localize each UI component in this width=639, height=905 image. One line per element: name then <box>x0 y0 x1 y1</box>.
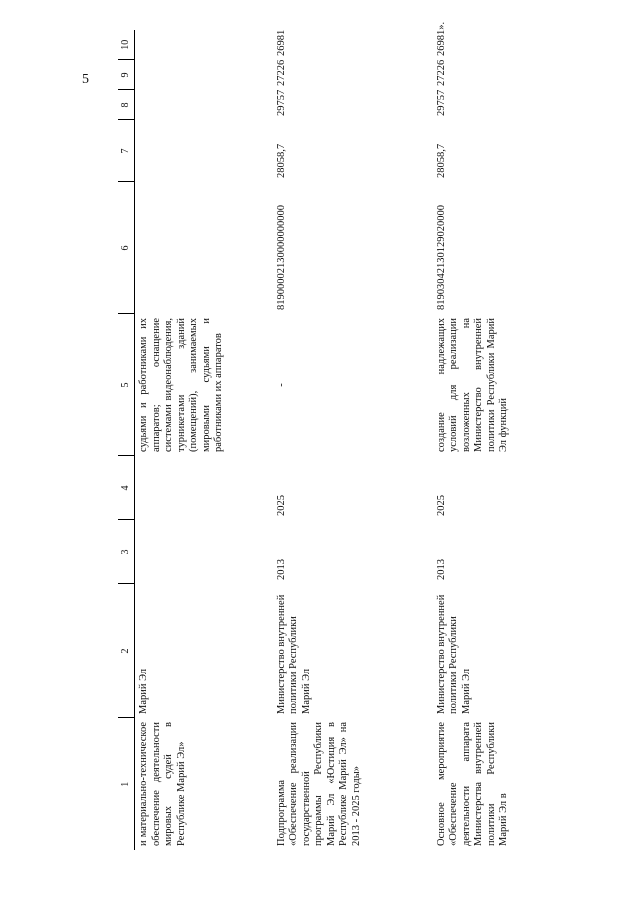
table-row <box>433 30 517 850</box>
cell-executor: Министерство внутренней политики Республики Марий Эл <box>275 594 312 714</box>
col-header-10: 10 <box>118 30 135 60</box>
cell-end-year: 2025 <box>275 495 287 516</box>
col-header-8: 8 <box>118 90 135 120</box>
cell-result: судьями и работниками их аппаратов; оснащение системами видеонаблюдения, турникетами зданий (помещений), занимаемых мировыми судьями и работниками их аппаратов <box>138 318 224 452</box>
cell-value-8: 29757 <box>435 89 447 116</box>
cell-executor: Министерство внутренней политики Республики Марий Эл <box>435 594 472 714</box>
col-header-1: 1 <box>118 718 135 850</box>
cell-code: 81903042130129020000 <box>435 205 447 310</box>
col-header-4: 4 <box>118 456 135 520</box>
cell-end-year: 2025 <box>435 495 447 516</box>
header-row <box>118 30 135 850</box>
cell-value-9: 27226 <box>435 59 447 86</box>
cell-value-8 <box>135 90 273 120</box>
cell-executor: Марий Эл <box>138 668 149 714</box>
cell-value-9 <box>135 60 273 90</box>
col-header-6: 6 <box>118 182 135 314</box>
budget-table <box>118 21 517 850</box>
col-header-7: 7 <box>118 120 135 182</box>
cell-start-year <box>135 520 273 584</box>
cell-name: Подпрограмма «Обеспечение реализации государственной программы Республики Марий Эл «Юстиция в Республике Марий Эл» на 2013 - 2025 годы» <box>275 722 362 846</box>
cell-code <box>135 182 273 314</box>
cell-result: создание надлежащих условий для реализации возложенных на Министерство внутренней политики Республики Марий Эл функций <box>435 318 509 452</box>
cell-value-7 <box>135 120 273 182</box>
cell-name: и материально-техническое обеспечение деятельности мировых судей в Республике Марий Эл» <box>138 722 187 846</box>
col-header-5: 5 <box>118 314 135 456</box>
cell-code: 81900002130000000000 <box>275 205 287 310</box>
cell-value-7: 28058,7 <box>275 143 287 178</box>
col-header-3: 3 <box>118 520 135 584</box>
cell-value-10: 26981». <box>435 21 447 56</box>
cell-result: - <box>275 383 287 387</box>
cell-value-9: 27226 <box>275 59 287 86</box>
cell-name: Основное мероприятие «Обеспечение деятельности аппарата Министерства внутренней политики Республики Марий Эл в <box>435 722 509 846</box>
cell-value-7: 28058,7 <box>435 143 447 178</box>
rotated-table-page <box>118 21 518 850</box>
col-header-9: 9 <box>118 60 135 90</box>
cell-end-year <box>135 456 273 520</box>
col-header-2: 2 <box>118 584 135 718</box>
table-row <box>273 30 433 850</box>
cell-value-10 <box>135 30 273 60</box>
cell-value-8: 29757 <box>275 89 287 116</box>
table-row <box>135 30 273 850</box>
cell-value-10: 26981 <box>275 29 287 56</box>
cell-start-year: 2013 <box>435 559 447 580</box>
page-number: 5 <box>82 72 89 87</box>
cell-start-year: 2013 <box>275 559 287 580</box>
